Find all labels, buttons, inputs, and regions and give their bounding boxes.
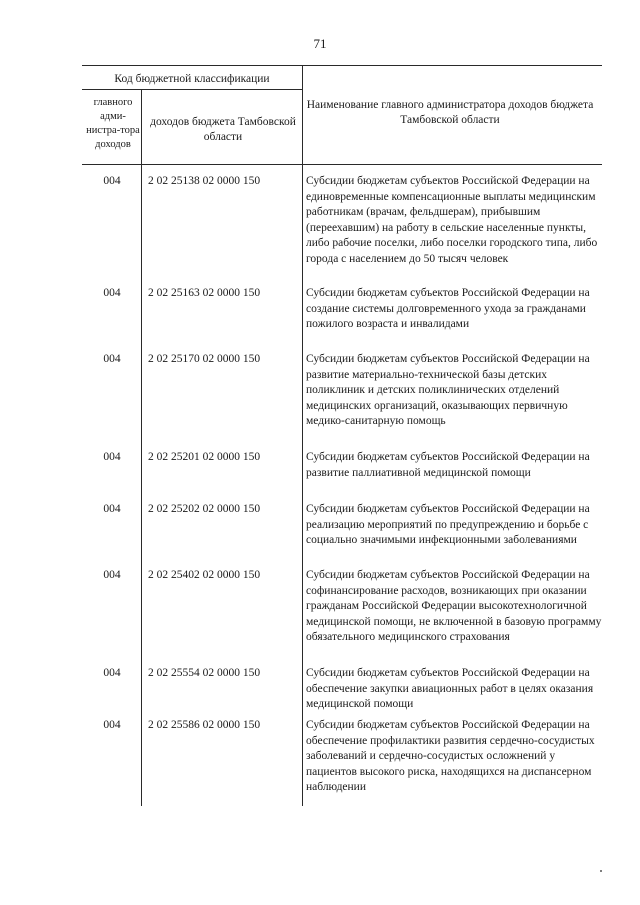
page-number: 71: [313, 36, 327, 51]
income-code: 2 02 25586 02 0000 150: [148, 719, 261, 731]
income-name: Субсидии бюджетам субъектов Российской Федерации на обеспечение закупки авиационных работ в целях оказания медицинской помощи: [306, 667, 594, 710]
admin-code: 004: [103, 719, 121, 731]
income-code: 2 02 25202 02 0000 150: [148, 503, 261, 515]
income-code: 2 02 25138 02 0000 150: [148, 175, 261, 187]
table-top-border: [82, 65, 602, 66]
income-code: 2 02 25170 02 0000 150: [148, 353, 261, 365]
header-admin-column: главного адми-нистра-тора доходов: [86, 97, 140, 150]
header-name-column: Наименование главного администратора доходов бюджета Тамбовской области: [306, 99, 594, 126]
col-divider-admin: [141, 89, 142, 806]
income-code: 2 02 25201 02 0000 150: [148, 451, 261, 463]
admin-code: 004: [103, 503, 121, 515]
admin-code: 004: [103, 451, 121, 463]
income-name: Субсидии бюджетам субъектов Российской Федерации на реализацию мероприятий по предупреждению и борьбе с социально значимыми инфекционными заболеваниями: [306, 503, 590, 546]
admin-code: 004: [103, 667, 121, 679]
header-code-group: Код бюджетной классификации: [114, 73, 270, 85]
income-name: Субсидии бюджетам субъектов Российской Федерации на единовременные компенсационные выплаты медицинским работникам (врачам, фельдшерам), прибывшим (переехавшим) на работу в сельские населенные пункты, либо рабочие поселки, либо поселки городского типа, либо города с населением до 50 тысяч человек: [306, 175, 598, 265]
code-group-divider: [82, 89, 303, 90]
admin-code: 004: [103, 353, 121, 365]
header-bottom-border: [82, 164, 602, 165]
income-name: Субсидии бюджетам субъектов Российской Федерации на софинансирование расходов, возникающих при оказании гражданам Российской Федерации высокотехнологичной медицинской помощи, не включенной в базовую программу обязательного медицинского страхования: [306, 569, 602, 643]
scan-speck: [600, 870, 602, 872]
income-code: 2 02 25554 02 0000 150: [148, 667, 261, 679]
header-income-column: доходов бюджета Тамбовской области: [150, 116, 296, 143]
income-name: Субсидии бюджетам субъектов Российской Федерации на обеспечение профилактики развития сердечно-сосудистых заболеваний и сердечно-сосудистых осложнений у пациентов высокого риска, находящихся на диспансерном наблюдении: [306, 719, 595, 793]
income-code: 2 02 25163 02 0000 150: [148, 287, 261, 299]
income-code: 2 02 25402 02 0000 150: [148, 569, 261, 581]
income-name: Субсидии бюджетам субъектов Российской Федерации на создание системы долговременного ухода за гражданами пожилого возраста и инвалидами: [306, 287, 590, 330]
admin-code: 004: [103, 175, 121, 187]
admin-code: 004: [103, 569, 121, 581]
admin-code: 004: [103, 287, 121, 299]
income-name: Субсидии бюджетам субъектов Российской Федерации на развитие паллиативной медицинской помощи: [306, 451, 590, 479]
income-name: Субсидии бюджетам субъектов Российской Федерации на развитие материально-технической базы детских поликлиник и детских поликлинических отделений медицинских организаций, оказывающих первичную медико-санитарную помощь: [306, 353, 590, 427]
